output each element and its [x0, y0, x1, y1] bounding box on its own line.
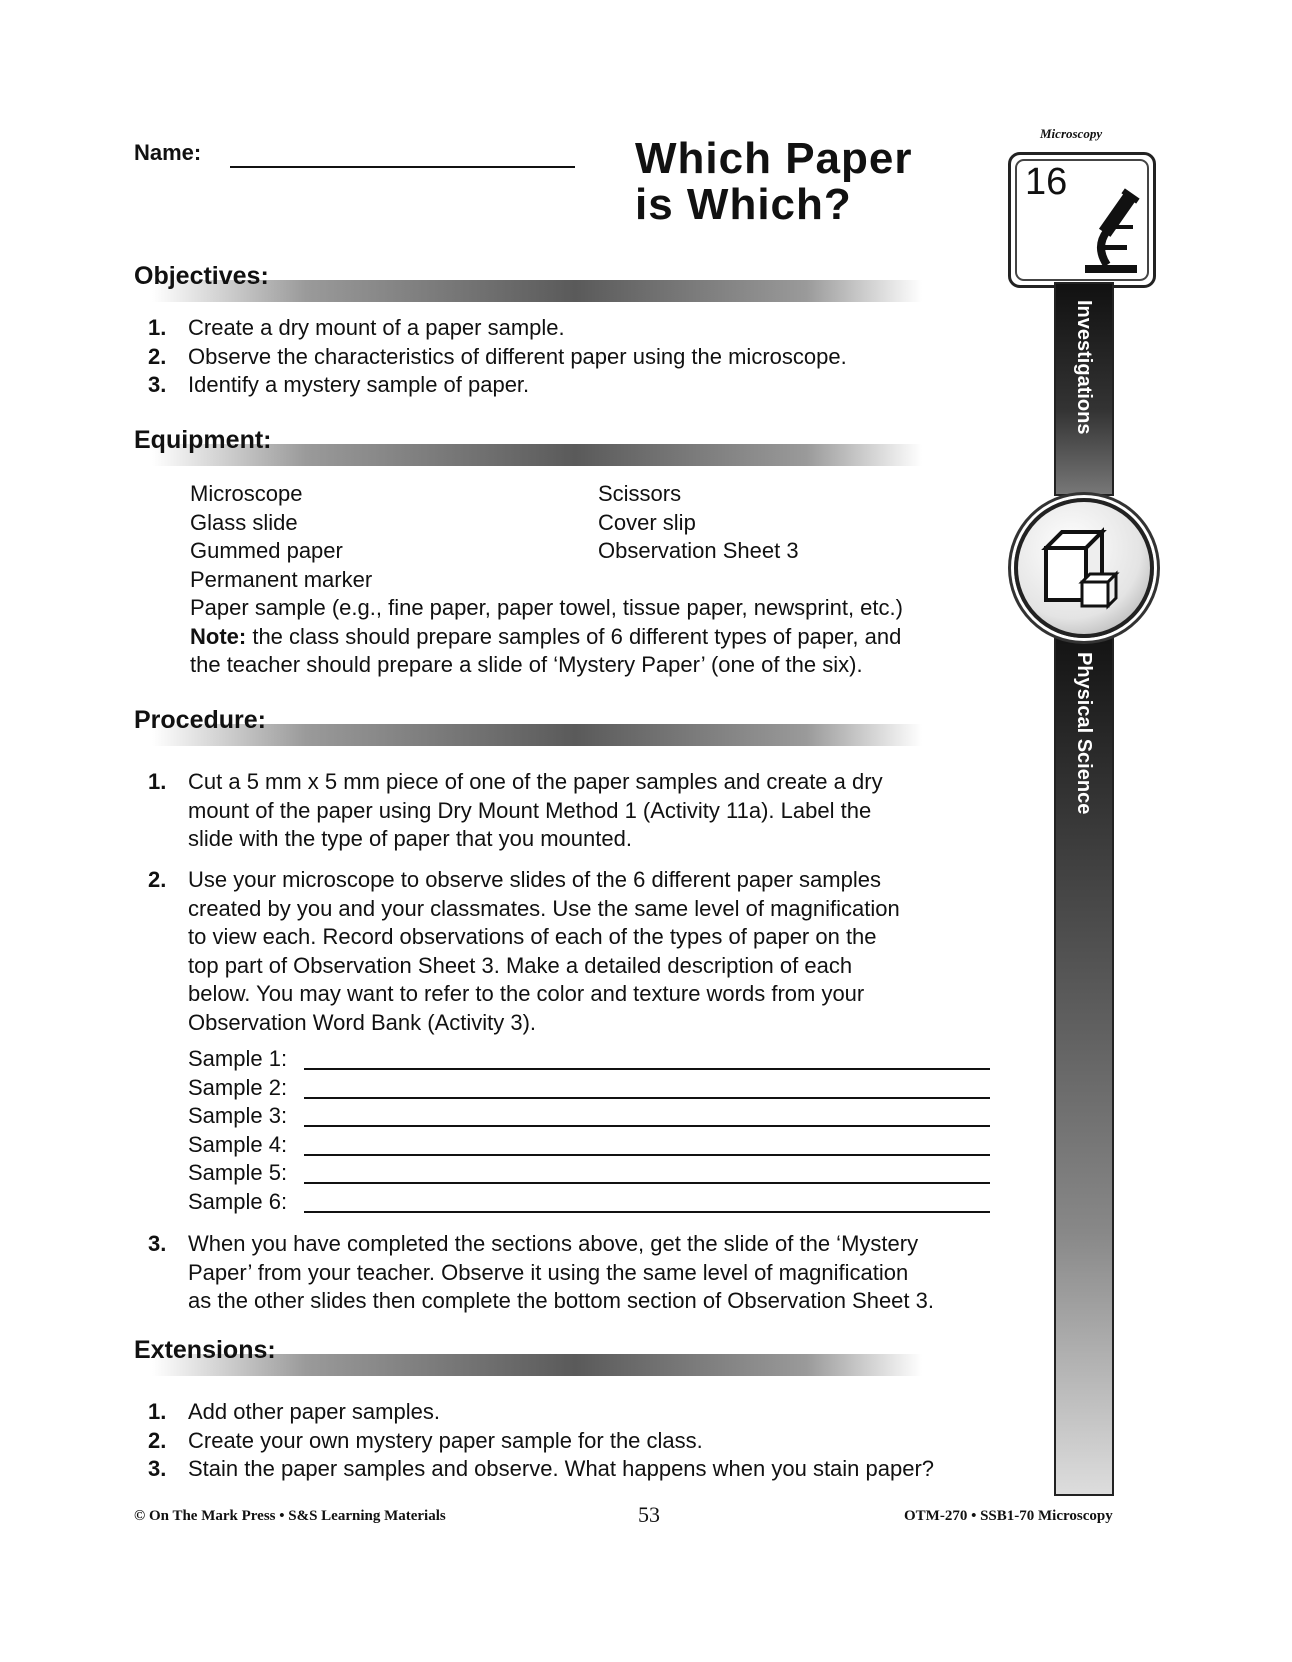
note-line: Note: the class should prepare samples of 6 different types of paper, and	[190, 623, 902, 649]
sample-1-line[interactable]	[304, 1068, 990, 1070]
equipment-item: Observation Sheet 3	[598, 538, 799, 563]
investigations-tab-label: Investigations	[1073, 300, 1095, 435]
extensions-heading: Extensions:	[134, 1336, 924, 1376]
name-blank-line[interactable]	[230, 166, 575, 168]
equipment-item: Scissors	[598, 481, 682, 506]
physical-science-tab-label: Physical Science	[1073, 652, 1095, 815]
sample-5-line[interactable]	[304, 1182, 990, 1184]
sample-6-line[interactable]	[304, 1211, 990, 1213]
list-item: 1. Create a dry mount of a paper sample.	[148, 315, 565, 340]
list-item: 2. Observe the characteristics of different paper using the microscope.	[148, 343, 847, 369]
sample-4-line[interactable]	[304, 1154, 990, 1156]
equipment-item: Cover slip	[598, 509, 696, 535]
equipment-item: Gummed paper	[190, 538, 343, 563]
activity-number: 16	[1025, 161, 1068, 203]
equipment-item: Permanent marker	[190, 566, 373, 592]
paper-sample-line: Paper sample (e.g., fine paper, paper towel, tissue paper, newsprint, etc.)	[190, 595, 903, 620]
sample-6-row: Sample 6:	[188, 1189, 990, 1218]
heading-bar	[152, 724, 922, 746]
sample-3-row: Sample 3:	[188, 1103, 990, 1132]
sample-4-row: Sample 4:	[188, 1132, 990, 1161]
list-item: 1. Add other paper samples.	[148, 1399, 440, 1424]
objectives-heading: Objectives:	[134, 262, 924, 302]
objectives-list	[148, 314, 847, 400]
category-circle	[1014, 498, 1154, 638]
physical-science-tab	[1054, 620, 1114, 1496]
sample-2-row: Sample 2:	[188, 1075, 990, 1104]
sample-1-row: Sample 1:	[188, 1046, 990, 1075]
sidebar-top-label: Microscopy	[1040, 126, 1103, 141]
cubes-icon	[1032, 518, 1132, 618]
equipment-item: Microscope	[190, 481, 303, 506]
title-line-2: is Which?	[635, 180, 852, 229]
page-number: 53	[638, 1502, 660, 1527]
list-item: 3. Stain the paper samples and observe. What happens when you stain paper?	[148, 1456, 935, 1481]
procedure-step-2: 2. Use your microscope to observe slides of the 6 different paper samples created by you and your classmates. Use the same level of magnification to view each. Record observations of each of the types of paper on the top part of Observation Sheet 3. Make a detailed description of each below. You may want to refer to the color and texture words from your Observation Word Bank (Activity 3).	[148, 867, 900, 1035]
sample-5-row: Sample 5:	[188, 1160, 990, 1189]
equipment-col-2	[598, 480, 799, 566]
equipment-heading: Equipment:	[134, 426, 924, 466]
sample-2-line[interactable]	[304, 1097, 990, 1099]
equipment-notes	[190, 594, 903, 680]
investigations-tab	[1054, 282, 1114, 496]
page-title	[635, 136, 913, 228]
equipment-item: Glass slide	[190, 509, 298, 535]
microscope-icon	[1077, 187, 1145, 277]
procedure-heading: Procedure:	[134, 706, 924, 746]
procedure-step-3: 3. When you have completed the sections above, get the slide of the ‘Mystery Paper’ from your teacher. Observe it using the same level of magnification as the other slides then complete the bottom section of Observation Sheet 3.	[148, 1231, 934, 1313]
extensions-list	[148, 1398, 934, 1484]
procedure-step-1: 1. Cut a 5 mm x 5 mm piece of one of the paper samples and create a dry mount of the paper using Dry Mount Method 1 (Activity 11a). Label the slide with the type of paper that you mounted.	[148, 769, 883, 851]
footer-product-code: OTM-270 • SSB1-70 Microscopy	[904, 1508, 1113, 1524]
list-item: 3. Identify a mystery sample of paper.	[148, 372, 530, 397]
sample-3-line[interactable]	[304, 1125, 990, 1127]
title-line-1: Which Paper	[635, 134, 913, 183]
footer-copyright: © On The Mark Press • S&S Learning Materials	[134, 1508, 446, 1524]
equipment-col-1	[190, 480, 372, 594]
name-label: Name:	[134, 140, 202, 165]
list-item: 2. Create your own mystery paper sample for the class.	[148, 1427, 703, 1453]
activity-badge	[1008, 152, 1156, 288]
note-line-2: the teacher should prepare a slide of ‘Mystery Paper’ (one of the six).	[190, 652, 863, 677]
